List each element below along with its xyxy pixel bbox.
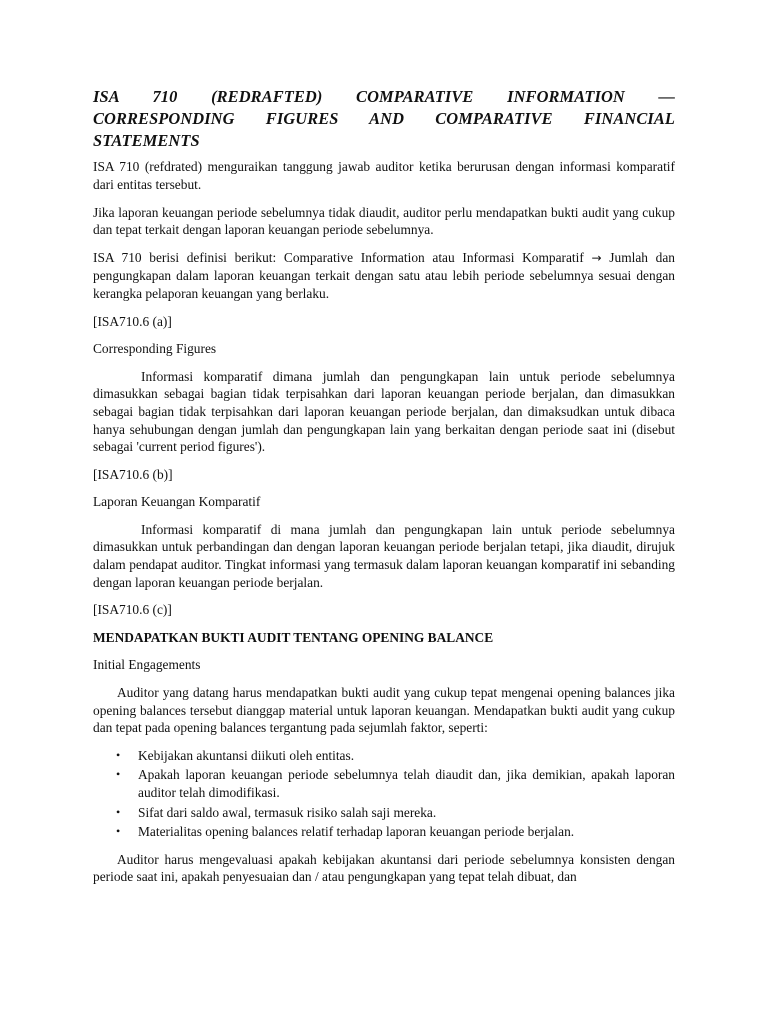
paragraph-intro: ISA 710 (refdrated) menguraikan tanggung jawab auditor ketika berurusan dengan informasi komparatif dari entitas tersebut.	[93, 159, 675, 192]
document-page	[93, 86, 675, 896]
reference-isa710-6a: [ISA710.6 (a)]	[93, 313, 172, 329]
list-item	[93, 747, 675, 765]
bullet-icon: •	[116, 804, 121, 819]
paragraph-definition	[93, 249, 675, 303]
paragraph-corresponding-figures: Informasi komparatif dimana jumlah dan pengungkapan lain untuk periode sebelumnya dimasukkan sebagai bagian tidak terpisahkan dari laporan keuangan periode berjalan, dan dimasukkan sebagai bagian tidak terpisahkan dari laporan keuangan periode berjalan, dan dimaksudkan untuk dibaca hanya sehubungan dengan jumlah dan pengungkapan lain yang berkaitan dengan periode saat ini (disebut sebagai 'current period figures').	[93, 368, 675, 455]
list-item-text: Kebijakan akuntansi diikuti oleh entitas.	[138, 747, 355, 763]
paragraph-initial-engagements: Auditor yang datang harus mendapatkan bukti audit yang cukup tepat mengenai opening balances jika opening balances tersebut dianggap material untuk laporan keuangan. Mendapatkan bukti audit yang cukup dan tepat pada opening balances tergantung pada sejumlah faktor, seperti:	[93, 685, 675, 736]
bullet-icon: •	[116, 824, 121, 839]
list-item	[93, 766, 675, 801]
list-item	[93, 804, 675, 822]
label-comparative-financial-statements: Laporan Keuangan Komparatif	[93, 494, 261, 510]
list-item	[93, 823, 675, 841]
paragraph-accounting-policy-evaluation: Auditor harus mengevaluasi apakah kebijakan akuntansi dari periode sebelumnya konsisten dengan periode saat ini, apakah penyesuaian dan / atau pengungkapan yang tepat telah dibuat, dan	[93, 851, 675, 885]
reference-isa710-6b: [ISA710.6 (b)]	[93, 466, 173, 482]
bullet-icon: •	[116, 747, 121, 762]
right-arrow-icon: →	[591, 250, 602, 265]
list-item-text: Materialitas opening balances relatif terhadap laporan keuangan periode berjalan.	[138, 824, 575, 840]
label-initial-engagements: Initial Engagements	[93, 657, 201, 673]
paragraph-unaudited-prior-period: Jika laporan keuangan periode sebelumnya tidak diaudit, auditor perlu mendapatkan bukti audit yang cukup dan tepat terkait dengan laporan keuangan periode sebelumnya.	[93, 204, 675, 238]
list-item-text: Apakah laporan keuangan periode sebelumnya telah diaudit dan, jika demikian, apakah laporan auditor telah dimodifikasi.	[138, 767, 675, 801]
reference-isa710-6c: [ISA710.6 (c)]	[93, 602, 172, 618]
title-line-1: ISA 710 (REDRAFTED) COMPARATIVE INFORMATION —	[93, 87, 675, 106]
section-heading-opening-balance: MENDAPATKAN BUKTI AUDIT TENTANG OPENING BALANCE	[93, 629, 494, 645]
factor-list	[93, 747, 675, 841]
list-item-text: Sifat dari saldo awal, termasuk risiko salah saji mereka.	[138, 804, 437, 820]
paragraph-comparative-financial-statements: Informasi komparatif di mana jumlah dan pengungkapan lain untuk periode sebelumnya dimasukkan untuk perbandingan dan dengan laporan keuangan periode berjalan tetapi, jika diaudit, dirujuk dalam pendapat auditor. Tingkat informasi yang termasuk dalam laporan keuangan komparatif ini sebanding dengan laporan keuangan periode berjalan.	[93, 521, 675, 590]
bullet-icon: •	[116, 767, 121, 782]
label-corresponding-figures: Corresponding Figures	[93, 341, 217, 357]
title-line-2: CORRESPONDING FIGURES AND COMPARATIVE FINANCIAL	[93, 108, 675, 128]
definition-lead-text: ISA 710 berisi definisi berikut: Comparative Information atau Informasi Komparatif	[93, 249, 584, 265]
definition-body-text: Jumlah dan pengungkapan dalam laporan keuangan terkait dengan satu atau lebih periode sebelumnya sesuai dengan kerangka pelaporan keuangan yang berlaku.	[93, 249, 675, 301]
document-title	[93, 86, 675, 151]
title-line-3: STATEMENTS	[93, 130, 200, 150]
